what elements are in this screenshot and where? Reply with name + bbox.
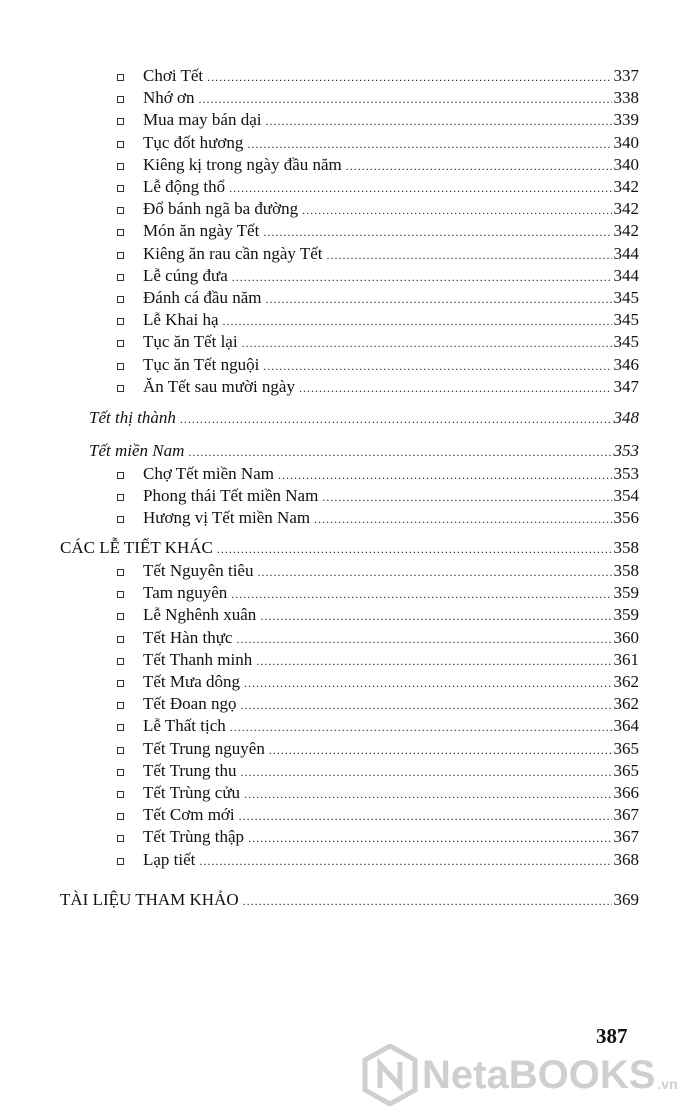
toc-entry-page: 342 [613,199,639,219]
bullet-icon [117,207,124,214]
bullet-icon [117,494,124,501]
toc-entry-page: 346 [613,354,639,374]
toc-entry-page: 358 [613,538,639,557]
dot-leader [231,583,611,605]
toc-entry-title: Đánh cá đầu năm [143,288,262,307]
toc-entry [143,198,639,220]
toc-entry [143,849,639,871]
toc-entry [143,287,639,309]
dot-leader [188,441,611,463]
dot-leader [346,155,612,177]
dot-leader [207,66,611,88]
toc-entry [143,220,639,242]
dot-leader [247,133,611,155]
toc-entry-title: Lạp tiết [143,849,196,869]
dot-leader [257,561,611,583]
dot-leader [217,538,612,560]
bullet-icon [117,385,124,392]
bullet-icon [117,318,124,325]
toc-entry-page: 364 [613,716,639,736]
toc-entry [143,627,639,649]
dot-leader [256,650,611,672]
toc-entry-title: Kiêng ăn rau cần ngày Tết [143,243,323,263]
toc-entry-title: Tam nguyên [143,583,228,603]
toc-entry-title: Lễ Khai hạ [143,310,219,330]
toc-entry-title: Tết Hàn thực [143,627,233,647]
toc-entry-title: TÀI LIỆU THAM KHẢO [60,890,239,909]
dot-leader [266,110,612,132]
toc-entry-page: 342 [613,177,639,196]
toc-entry [143,109,639,131]
watermark [362,1044,678,1106]
dot-leader [322,486,611,508]
toc-entry [143,760,639,782]
toc-entry [143,693,639,715]
toc-entry-page: 359 [613,583,639,603]
toc-entry-page: 345 [613,288,639,307]
toc-entry-title: Tết Trung nguyên [143,738,265,758]
bullet-icon [117,680,124,687]
toc-entry [143,309,639,331]
dot-leader [269,739,612,761]
dot-leader [327,244,612,266]
toc-entry [143,243,639,265]
bullet-icon [117,591,124,598]
bullet-icon [117,252,124,259]
toc-entry-page: 361 [613,649,639,669]
toc-entry-title: Ăn Tết sau mười ngày [143,376,295,396]
toc-entry-title: Tết Cơm mới [143,805,235,825]
toc-entry-title: Kiêng kị trong ngày đầu năm [143,154,342,174]
toc-entry-page: 365 [613,760,639,780]
toc-entry [143,804,639,826]
dot-leader [265,288,611,310]
bullet-icon [117,274,124,281]
bullet-icon [117,141,124,148]
toc-entry [143,376,639,398]
toc-entry-title: Đổ bánh ngã ba đường [143,199,299,219]
toc-entry-page: 354 [613,486,639,506]
bullet-icon [117,658,124,665]
bullet-icon [117,363,124,370]
bullet-icon [117,769,124,776]
dot-leader [302,199,611,221]
dot-leader [248,827,611,849]
toc-entry-page: 344 [613,265,639,285]
bullet-icon [117,636,124,643]
watermark-brand: NetaBOOKS [422,1052,656,1097]
toc-entry [143,87,639,109]
toc-entry-title: Lễ cúng đưa [143,265,228,285]
toc-entry-title: Tục ăn Tết nguội [143,354,260,374]
toc-entry-title: Tục đốt hương [143,132,244,152]
bullet-icon [117,296,124,303]
bullet-icon [117,185,124,192]
toc-entry [143,154,639,176]
toc-entry-page: 358 [613,561,639,580]
toc-entry [143,649,639,671]
dot-leader [199,850,611,872]
toc-entry-page: 367 [613,827,639,847]
dot-leader [230,716,612,738]
bullet-icon [117,613,124,620]
toc-entry-page: 353 [613,441,639,460]
dot-leader [243,890,612,912]
toc-entry-page: 365 [613,738,639,758]
toc-entry-title: Hương vị Tết miền Nam [143,508,311,528]
toc-entry [143,507,639,529]
dot-leader [180,408,612,430]
toc-entry [143,65,639,87]
toc-entry-page: 338 [613,88,639,108]
bullet-icon [117,229,124,236]
dot-leader [229,177,611,199]
toc-entry-title: Tết Đoan ngọ [143,694,237,714]
dot-leader [241,761,612,783]
toc-entry-page: 340 [613,132,639,152]
watermark-suffix: .vn [657,1076,678,1092]
toc-entry-title: Tết Nguyên tiêu [143,561,254,580]
toc-section [89,407,639,429]
bullet-icon [117,96,124,103]
bullet-icon [117,702,124,709]
toc-entry-title: Chợ Tết miền Nam [143,464,274,483]
toc-entry [143,826,639,848]
toc-entry-title: CÁC LỄ TIẾT KHÁC [60,538,213,557]
toc-entry [143,463,639,485]
toc-entry-page: 340 [613,154,639,174]
bullet-icon [117,835,124,842]
toc-entry [143,671,639,693]
page-number: 387 [596,1024,628,1048]
toc-chapter [60,537,639,559]
toc-entry-title: Tết Trùng thập [143,827,245,847]
toc-entry-page: 344 [613,243,639,263]
toc-entry [143,604,639,626]
toc-entry-page: 337 [613,66,639,85]
dot-leader [244,783,611,805]
toc-entry-page: 348 [613,408,639,427]
dot-leader [278,464,612,486]
dot-leader [260,605,611,627]
toc-entry-title: Nhớ ơn [143,88,195,108]
bullet-icon [117,724,124,731]
dot-leader [299,377,612,399]
dot-leader [244,672,611,694]
toc-entry-title: Tết Trung thu [143,760,237,780]
bullet-icon [117,340,124,347]
toc-entry [143,265,639,287]
bullet-icon [117,569,124,576]
toc-entry-page: 359 [613,605,639,625]
dot-leader [242,332,612,354]
toc-entry [143,176,639,198]
toc-entry-page: 366 [613,783,639,802]
toc-entry-page: 342 [613,221,639,241]
bullet-icon [117,813,124,820]
netabooks-logo-icon [362,1044,418,1106]
toc-entry-page: 339 [613,110,639,130]
toc-entry-title: Tục ăn Tết lại [143,332,238,352]
bullet-icon [117,516,124,523]
dot-leader [263,355,611,377]
toc-entry-page: 362 [613,694,639,714]
toc-chapter [60,889,639,911]
toc-entry [143,485,639,507]
bullet-icon [117,74,124,81]
dot-leader [263,221,611,243]
toc-entry-page: 362 [613,672,639,691]
dot-leader [199,88,612,110]
toc-entry [143,331,639,353]
dot-leader [314,508,611,530]
dot-leader [239,805,612,827]
toc-entry-title: Phong thái Tết miền Nam [143,486,319,506]
toc-entry-title: Chơi Tết [143,66,204,85]
bullet-icon [117,472,124,479]
toc-entry-title: Tết Trùng cửu [143,783,241,802]
dot-leader [240,694,611,716]
bullet-icon [117,858,124,865]
toc-entry-page: 369 [613,890,639,909]
bullet-icon [117,118,124,125]
toc-entry [143,132,639,154]
toc-entry-title: Lễ Nghênh xuân [143,605,257,625]
toc-entry-title: Tết thị thành [89,408,176,427]
toc-entry-title: Tết Mưa dông [143,672,241,691]
toc-entry-title: Tết miền Nam [89,441,185,460]
toc-entry [143,354,639,376]
toc-entry-page: 353 [613,464,639,483]
toc-entry-page: 345 [613,310,639,330]
toc-entry-title: Lễ động thổ [143,177,226,196]
toc-section [89,440,639,462]
toc-entry-page: 367 [613,805,639,825]
toc-entry [143,582,639,604]
toc-entry [143,560,639,582]
toc-entry [143,738,639,760]
bullet-icon [117,163,124,170]
toc-entry-page: 368 [613,849,639,869]
bullet-icon [117,791,124,798]
toc-entry [143,782,639,804]
bullet-icon [117,747,124,754]
toc-entry-page: 345 [613,332,639,352]
toc-entry-page: 360 [613,627,639,647]
toc-entry-title: Món ăn ngày Tết [143,221,260,241]
dot-leader [232,266,612,288]
toc-entry-title: Lễ Thất tịch [143,716,226,736]
dot-leader [236,628,611,650]
toc-entry-page: 356 [613,508,639,528]
toc-entry [143,715,639,737]
toc-entry-title: Mua may bán dại [143,110,262,130]
toc-entry-page: 347 [613,376,639,396]
toc-entry-title: Tết Thanh minh [143,649,253,669]
dot-leader [223,310,612,332]
